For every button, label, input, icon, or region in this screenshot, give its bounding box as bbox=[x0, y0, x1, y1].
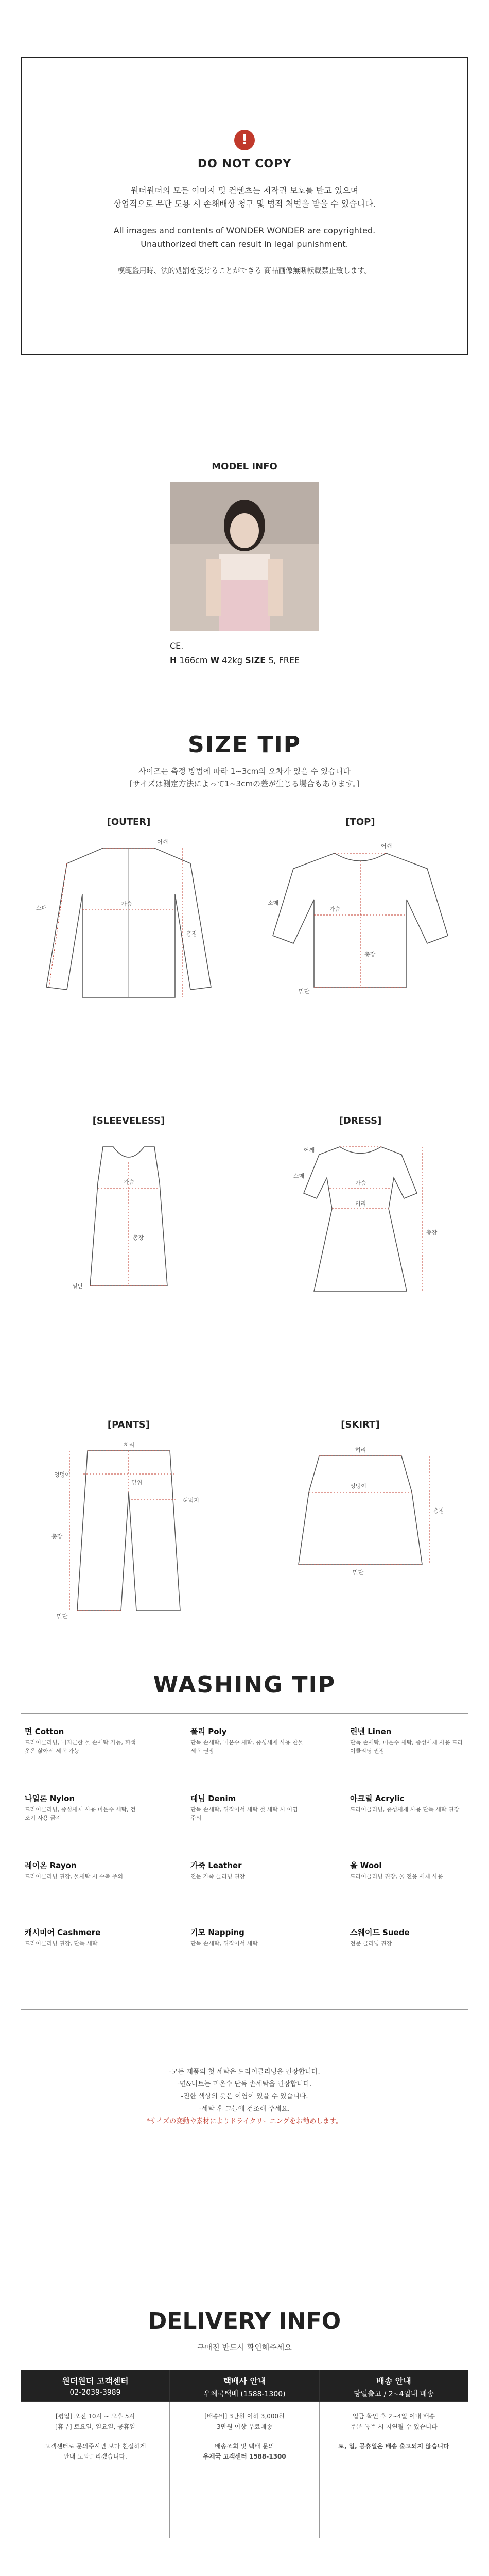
fabric-name: 스웨이드 Suede bbox=[350, 1928, 410, 1937]
skirt-sketch bbox=[257, 1435, 463, 1590]
measure-label: 가슴 bbox=[355, 1180, 366, 1187]
garment-label: [TOP] bbox=[345, 817, 375, 827]
delivery-column-subtitle: 우체국택배 (1588-1300) bbox=[203, 2390, 286, 2398]
delivery-line: 3만원 이상 무료배송 bbox=[216, 2423, 272, 2430]
size-tip-subtitle bbox=[0, 765, 489, 790]
fabric-name: 가죽 Leather bbox=[190, 1861, 242, 1870]
fabric-item bbox=[350, 1726, 463, 1755]
measure-label: 밑단 bbox=[57, 1613, 68, 1620]
fabric-desc: 전문 가죽 클리닝 권장 bbox=[190, 1873, 246, 1880]
measure-label: 어깨 bbox=[157, 839, 168, 845]
measure-label: 소매 bbox=[268, 900, 279, 906]
copyright-box bbox=[21, 57, 468, 355]
delivery-line: [평일] 오전 10시 ~ 오후 5시 bbox=[55, 2413, 135, 2420]
exclamation-icon: ! bbox=[234, 130, 255, 150]
size-tip-title: SIZE TIP bbox=[188, 732, 301, 758]
fabric-item bbox=[25, 1726, 138, 1755]
fabric-name: 린넨 Linen bbox=[350, 1727, 392, 1736]
size-value: S, FREE bbox=[268, 655, 300, 665]
weight-value: 42kg bbox=[222, 655, 243, 665]
washing-note: -면&니트는 미온수 단독 손세탁을 권장합니다. bbox=[177, 2080, 312, 2088]
delivery-line: 배송조회 및 택배 문의 bbox=[215, 2443, 274, 2450]
delivery-column-body bbox=[21, 2402, 170, 2538]
copyright-title: DO NOT COPY bbox=[197, 158, 292, 171]
fabric-name: 캐시미어 Cashmere bbox=[25, 1928, 101, 1937]
top-diagram bbox=[252, 817, 468, 1003]
garment-label: [PANTS] bbox=[107, 1419, 150, 1430]
measure-label: 총장 bbox=[364, 951, 376, 958]
fabric-name: 나일론 Nylon bbox=[25, 1794, 75, 1803]
pants-diagram bbox=[21, 1419, 237, 1621]
fabric-item bbox=[25, 1860, 138, 1881]
fabric-item bbox=[25, 1927, 138, 1948]
divider bbox=[21, 1713, 468, 1714]
delivery-line: 우체국 고객센터 1588-1300 bbox=[203, 2453, 286, 2460]
measure-label: 가슴 bbox=[329, 906, 341, 912]
outer-sketch bbox=[26, 833, 232, 1003]
sleeveless-sketch bbox=[26, 1131, 232, 1301]
fabric-item bbox=[190, 1860, 304, 1881]
delivery-column-subtitle: 02-2039-3989 bbox=[69, 2388, 121, 2397]
fabric-desc: 드라이클리닝, 중성세제 사용 단독 세탁 권장 bbox=[350, 1806, 460, 1813]
measure-label: 허리 bbox=[124, 1442, 135, 1448]
measure-label: 허리 bbox=[355, 1447, 366, 1453]
fabric-desc: 드라이클리닝 권장, 울 전용 세제 사용 bbox=[350, 1873, 443, 1880]
washing-note: -세탁 후 그늘에 건조해 주세요. bbox=[199, 2105, 290, 2113]
copyright-en bbox=[22, 224, 467, 251]
top-sketch bbox=[257, 833, 463, 1003]
weight-label: W bbox=[210, 655, 220, 665]
fabric-desc: 드라이클리닝 권장, 물세탁 시 수축 주의 bbox=[25, 1873, 123, 1880]
measure-label: 밑단 bbox=[299, 988, 310, 995]
fabric-item bbox=[350, 1927, 463, 1948]
copyright-ko-line: 상업적으로 무단 도용 시 손해배상 청구 및 법적 처벌을 받을 수 있습니다. bbox=[113, 199, 376, 209]
delivery-column-title: 배송 안내 bbox=[376, 2376, 411, 2386]
fabric-item bbox=[25, 1793, 138, 1822]
fabric-item bbox=[190, 1927, 304, 1948]
measure-label: 총장 bbox=[426, 1229, 438, 1236]
fabric-item bbox=[350, 1860, 463, 1881]
delivery-column-header bbox=[170, 2370, 319, 2402]
fabric-desc: 전문 클리닝 권장 bbox=[350, 1940, 392, 1947]
measure-label: 밑단 bbox=[353, 1569, 364, 1576]
delivery-column-courier bbox=[170, 2370, 319, 2538]
model-info-title: MODEL INFO bbox=[212, 461, 277, 472]
fabric-name: 기모 Napping bbox=[190, 1928, 244, 1937]
copyright-en-line: All images and contents of WONDER WONDER are copyrighted. bbox=[113, 226, 376, 235]
delivery-column-cs bbox=[21, 2370, 170, 2538]
measure-label: 총장 bbox=[133, 1234, 144, 1241]
fabric-name: 폴리 Poly bbox=[190, 1727, 227, 1736]
measure-label: 어깨 bbox=[381, 843, 392, 850]
copyright-ko bbox=[22, 184, 467, 211]
spacer bbox=[327, 2432, 461, 2441]
delivery-column-shipping bbox=[319, 2370, 468, 2538]
height-label: H bbox=[170, 655, 177, 665]
fabric-desc: 단독 손세탁, 뒤집어서 세탁 bbox=[190, 1940, 258, 1947]
fabric-name: 레이온 Rayon bbox=[25, 1861, 77, 1870]
measure-label: 어깨 bbox=[304, 1147, 315, 1154]
fabric-desc: 드라이클리닝 권장, 단독 세탁 bbox=[25, 1940, 98, 1947]
divider bbox=[21, 2009, 468, 2010]
fabric-item bbox=[190, 1793, 304, 1822]
garment-label: [OUTER] bbox=[107, 817, 151, 827]
measure-label: 엉덩이 bbox=[350, 1483, 366, 1489]
washing-tip-title: WASHING TIP bbox=[153, 1672, 336, 1698]
delivery-column-title: 택배사 안내 bbox=[223, 2376, 266, 2386]
spacer bbox=[28, 2432, 162, 2441]
washing-note-warning: *サイズの変動や素材によりドライクリーニングをお勧めします。 bbox=[146, 2117, 343, 2125]
measure-label: 허리 bbox=[355, 1200, 366, 1207]
delivery-line: 토, 일, 공휴일은 배송 출고되지 않습니다 bbox=[338, 2443, 449, 2450]
delivery-line: [배송비] 3만원 이하 3,000원 bbox=[204, 2413, 285, 2420]
delivery-column-body bbox=[170, 2402, 319, 2538]
dress-diagram bbox=[252, 1115, 468, 1301]
delivery-column-body bbox=[319, 2402, 468, 2538]
measure-label: 총장 bbox=[186, 930, 198, 937]
measure-label: 허벅지 bbox=[183, 1497, 199, 1504]
garment-label: [SKIRT] bbox=[341, 1419, 380, 1430]
measure-label: 엉덩이 bbox=[54, 1471, 71, 1478]
measure-label: 총장 bbox=[51, 1533, 63, 1540]
delivery-line: 주문 폭주 시 지연될 수 있습니다 bbox=[350, 2423, 438, 2430]
fabric-desc: 단독 손세탁, 미온수 세탁, 중성세제 사용 찬물 세탁 권장 bbox=[190, 1739, 304, 1754]
measure-label: 밑위 bbox=[131, 1479, 143, 1486]
delivery-line: 입금 확인 후 2~4일 이내 배송 bbox=[352, 2413, 435, 2420]
measure-label: 소매 bbox=[36, 905, 47, 911]
delivery-column-header bbox=[319, 2370, 468, 2402]
measure-label: 총장 bbox=[433, 1507, 445, 1514]
fabric-name: 데님 Denim bbox=[190, 1794, 236, 1803]
fabric-item bbox=[190, 1726, 304, 1755]
washing-notes bbox=[0, 2066, 489, 2128]
fabric-name: 아크릴 Acrylic bbox=[350, 1794, 405, 1803]
delivery-line: 안내 도와드리겠습니다. bbox=[63, 2453, 127, 2460]
delivery-subtitle: 구매전 반드시 확인해주세요 bbox=[197, 2343, 292, 2352]
copyright-ja: 模範盗用時、法的処罰を受けることができる 商品画像無断転載禁止致します。 bbox=[117, 267, 372, 275]
fabric-desc: 드라이클리닝, 중성세제 사용 미온수 세탁, 건조기 사용 금지 bbox=[25, 1806, 136, 1821]
size-tip-line: 사이즈는 측정 방법에 따라 1~3cm의 오차가 있을 수 있습니다 bbox=[138, 767, 351, 776]
model-stats bbox=[170, 639, 300, 668]
washing-note: -진한 색상의 옷은 이염이 있을 수 있습니다. bbox=[181, 2093, 308, 2100]
model-photo bbox=[170, 482, 319, 631]
delivery-column-title: 원더원더 고객센터 bbox=[62, 2376, 129, 2386]
measure-label: 밑단 bbox=[72, 1283, 83, 1290]
dress-sketch bbox=[257, 1131, 463, 1301]
sleeveless-diagram bbox=[21, 1115, 237, 1301]
delivery-line: 고객센터로 문의주시면 보다 친절하게 bbox=[44, 2443, 146, 2450]
model-name: CE. bbox=[170, 641, 184, 651]
spacer bbox=[178, 2432, 311, 2441]
delivery-title: DELIVERY INFO bbox=[148, 2308, 341, 2334]
measure-label: 가슴 bbox=[121, 901, 132, 907]
copyright-en-line: Unauthorized theft can result in legal punishment. bbox=[141, 239, 348, 249]
fabric-item bbox=[350, 1793, 463, 1814]
pants-sketch bbox=[26, 1435, 232, 1621]
fabric-name: 울 Wool bbox=[350, 1861, 382, 1870]
model-measurements bbox=[170, 653, 300, 668]
delivery-column-subtitle: 당일출고 / 2~4일내 배송 bbox=[354, 2390, 434, 2398]
measure-label: 가슴 bbox=[124, 1179, 135, 1185]
outer-diagram bbox=[21, 817, 237, 1003]
height-value: 166cm bbox=[179, 655, 208, 665]
fabric-desc: 단독 손세탁, 뒤집어서 세탁 첫 세탁 시 이염 주의 bbox=[190, 1806, 298, 1821]
measure-label: 소매 bbox=[293, 1173, 305, 1179]
garment-label: [DRESS] bbox=[339, 1115, 382, 1126]
washing-note: -모든 제품의 첫 세탁은 드라이클리닝을 권장합니다. bbox=[169, 2068, 320, 2076]
skirt-diagram bbox=[252, 1419, 468, 1590]
fabric-desc: 드라이클리닝, 미지근한 물 손세탁 가능, 흰색 옷은 삶아서 세탁 가능 bbox=[25, 1739, 136, 1754]
delivery-line: [휴무] 토요일, 일요일, 공휴일 bbox=[55, 2423, 135, 2430]
fabric-desc: 단독 손세탁, 미온수 세탁, 중성세제 사용 드라이클리닝 권장 bbox=[350, 1739, 463, 1754]
size-label: SIZE bbox=[245, 655, 266, 665]
garment-label: [SLEEVELESS] bbox=[92, 1115, 165, 1126]
delivery-column-header bbox=[21, 2370, 170, 2402]
fabric-name: 면 Cotton bbox=[25, 1727, 64, 1736]
size-tip-line: [サイズは測定方法によって1~3cmの差が生じる場合もあります。] bbox=[129, 779, 360, 788]
copyright-ko-line: 원더원더의 모든 이미지 및 컨텐츠는 저작권 보호를 받고 있으며 bbox=[130, 185, 359, 195]
